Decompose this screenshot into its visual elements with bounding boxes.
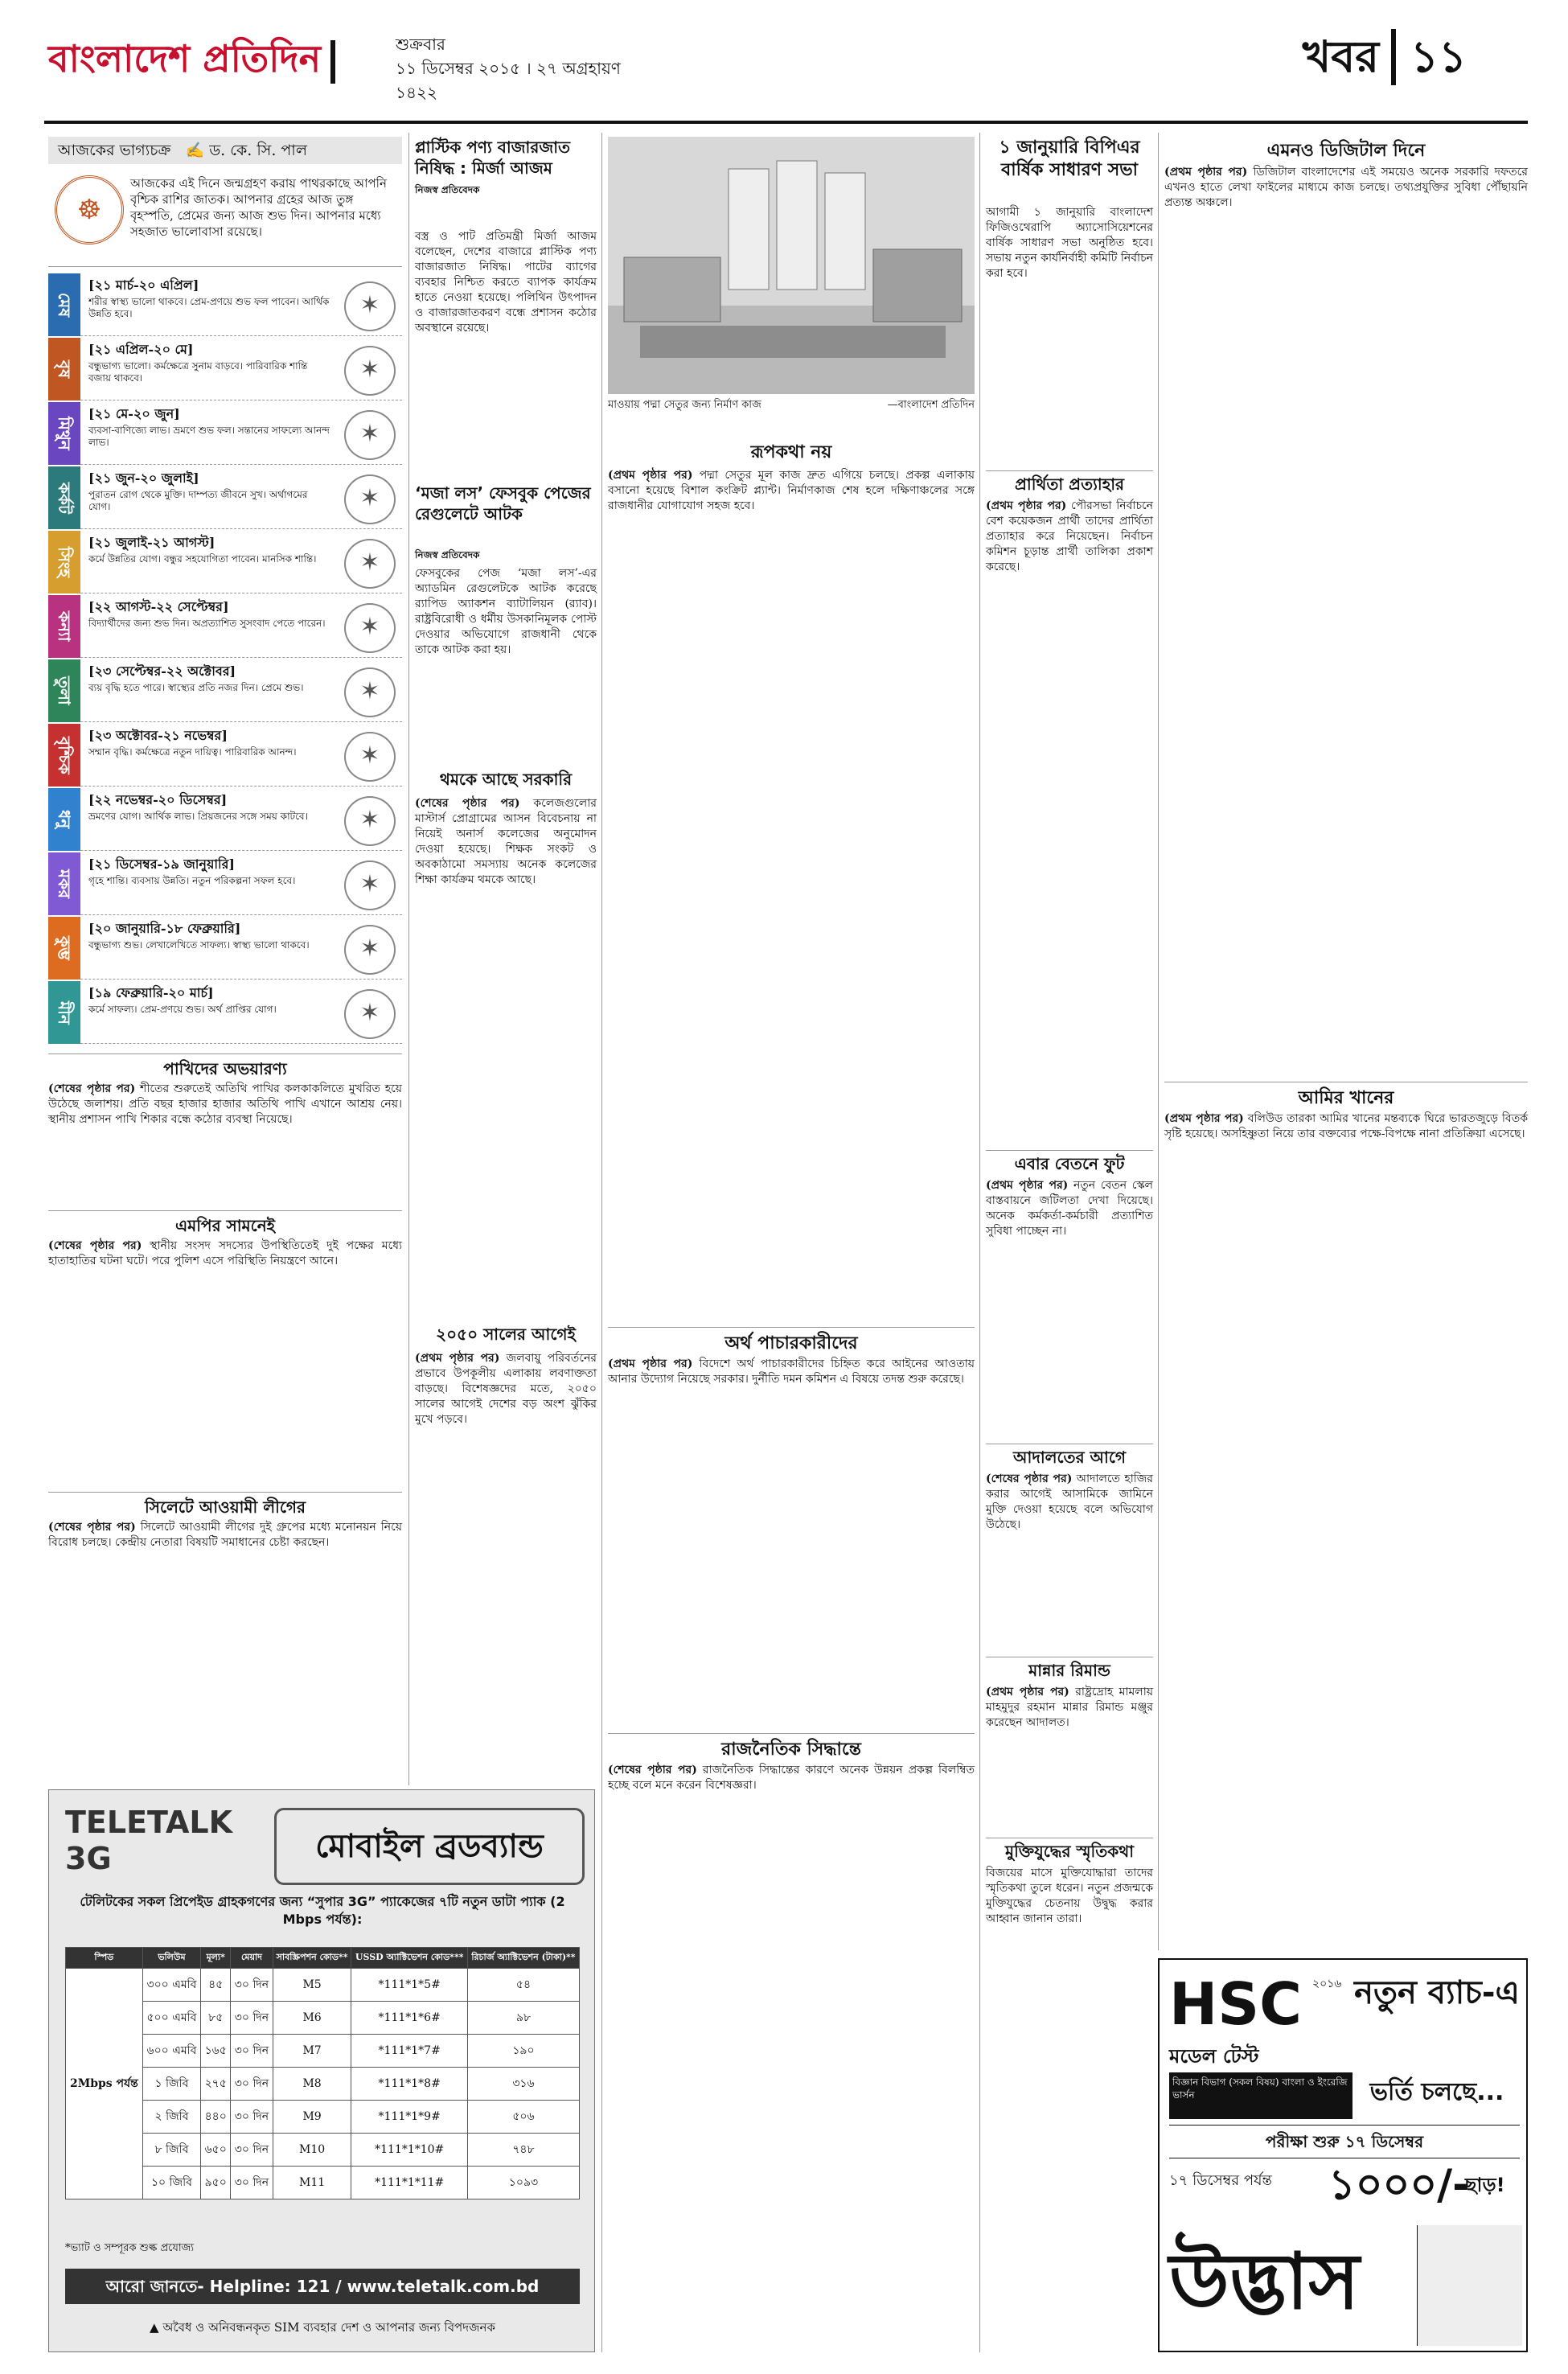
ad-hsc-year: ২০১৬ bbox=[1312, 1978, 1342, 1990]
sign-forecast: ব্যয় বৃদ্ধি হতে পারে। স্বাস্থ্যের প্রতি নজর দিন। প্রেমে শুভ। bbox=[88, 682, 304, 693]
ad-exam-date: পরীক্ষা শুরু ১৭ ডিসেম্বর bbox=[1169, 2125, 1520, 2158]
horoscope-sign bbox=[48, 402, 402, 465]
article-text: শীতের শুরুতেই অতিথি পাখির কলকাকলিতে মুখরিত হয়ে উঠেছে জলাশয়। প্রতি বছর হাজার হাজার অতিথি পাখি এখানে আশ্রয় নেয়। স্থানীয় প্রশাসন পাখি শিকার বন্ধে কঠোর ব্যবস্থা নিয়েছে। bbox=[48, 1082, 403, 1126]
ad-headline: টেলিটকের সকল প্রিপেইড গ্রাহকগণের জন্য “সুপার 3G” প্যাকেজের ৭টি নতুন ডাটা প্যাক (2 Mbps পর্যন্ত): bbox=[80, 1894, 565, 1927]
ad-price: ১০০০/- bbox=[1328, 2161, 1470, 2209]
ad-slogan: মোবাইল ব্রডব্যান্ড bbox=[274, 1808, 585, 1885]
horoscope-intro bbox=[48, 170, 402, 267]
horoscope-sign bbox=[48, 466, 402, 529]
table-cell: ৩০ দিন bbox=[231, 2167, 273, 2199]
table-cell: ৩১৬ bbox=[467, 2068, 579, 2101]
lion-icon: ✶ bbox=[344, 539, 396, 589]
teletalk-brand: TELETALK 3G bbox=[65, 1805, 233, 1876]
archer-icon: ✶ bbox=[344, 796, 396, 846]
scales-icon: ✶ bbox=[344, 667, 396, 717]
table-row bbox=[66, 1969, 580, 2002]
article-text: বলিউড তারকা আমির খানের মন্তব্যকে ঘিরে ভারতজুড়ে বিতর্ক সৃষ্টি হয়েছে। অসহিষ্ণুতা নিয়ে তার বক্তব্যের পক্ষে-বিপক্ষে নানা প্রতিক্রিয়া এসেছে। bbox=[1164, 1112, 1529, 1140]
scorpion-icon: ✶ bbox=[344, 732, 396, 782]
table-cell: *111*1*10# bbox=[351, 2134, 467, 2167]
table-header-row bbox=[66, 1948, 580, 1969]
table-cell: *111*1*11# bbox=[351, 2167, 467, 2199]
sign-name: কর্কট bbox=[48, 466, 80, 529]
logo-divider bbox=[330, 40, 335, 84]
article-body bbox=[986, 1472, 1153, 1649]
data-pack-table bbox=[65, 1947, 580, 2199]
table-cell: ৮ জিবি bbox=[142, 2134, 200, 2167]
zodiac-wheel-icon: ☸ bbox=[55, 175, 124, 244]
table-cell: ৮৫ bbox=[201, 2002, 231, 2035]
sign-name: তুলা bbox=[48, 659, 80, 722]
masthead-rule bbox=[44, 121, 1528, 124]
table-cell: ২৭৫ bbox=[201, 2068, 231, 2101]
horoscope-sign bbox=[48, 788, 402, 851]
date-line: ১১ ডিসেম্বর ২০১৫ । ২৭ অগ্রহায়ণ ১৪২২ bbox=[396, 59, 621, 102]
sign-date-range: [২০ জানুয়ারি-১৮ ফেব্রুয়ারি] bbox=[88, 921, 241, 936]
sign-date-range: [২১ জুন-২০ জুলাই] bbox=[88, 470, 199, 486]
ram-icon: ✶ bbox=[344, 281, 396, 331]
sign-forecast: গৃহে শান্তি। ব্যবসায় উন্নতি। নতুন পরিকল্পনা সফল হবে। bbox=[88, 875, 296, 886]
table-cell: *111*1*9# bbox=[351, 2101, 467, 2134]
article-headline: ‘মজা লস’ ফেসবুক পেজের রেগুলেটে আটক bbox=[415, 483, 591, 524]
article-headline: আমির খানের bbox=[1164, 1082, 1528, 1107]
article-body bbox=[415, 796, 597, 1311]
article-body bbox=[48, 1082, 402, 1206]
table-cell: M7 bbox=[273, 2035, 351, 2068]
column-divider bbox=[601, 133, 602, 2352]
table-header-cell: মূল্য* bbox=[201, 1948, 231, 1969]
ad-groups: বিজ্ঞান বিভাগ (সকল বিষয়) বাংলা ও ইংরেজি ভার্সন bbox=[1169, 2072, 1353, 2119]
photo-caption bbox=[608, 398, 975, 430]
table-cell: M6 bbox=[273, 2002, 351, 2035]
sign-name: কন্যা bbox=[48, 595, 80, 658]
table-header-cell: মেয়াদ bbox=[231, 1948, 273, 1969]
article-body: বস্ত্র ও পাট প্রতিমন্ত্রী মির্জা আজম বলেছেন, দেশের বাজারে প্লাস্টিক পণ্য বাজারজাত নিষিদ্ধ। পাটের ব্যাগের ব্যবহার নিশ্চিত করতে ব্যাপক কার্যক্রম হাতে নেওয়া হয়েছে। পলিথিন উৎপাদন ও বাজারজাতকরণ বন্ধে প্রশাসন কঠোর অবস্থানে রয়েছে। bbox=[415, 230, 597, 335]
sign-forecast: বিদ্যার্থীদের জন্য শুভ দিন। অপ্রত্যাশিত সুসংবাদ পেতে পারেন। bbox=[88, 618, 326, 629]
sign-forecast: বন্ধুভাগ্য শুভ। লেখালেখিতে সাফল্য। স্বাস্থ্য ভালো থাকবে। bbox=[88, 939, 310, 951]
table-header-cell: ভলিউম bbox=[142, 1948, 200, 1969]
horoscope-sign bbox=[48, 273, 402, 336]
table-cell: ৫০০ এমবি bbox=[142, 2002, 200, 2035]
speed-cell: 2Mbps পর্যন্ত bbox=[66, 1969, 143, 2199]
article-headline: প্লাস্টিক পণ্য বাজারজাত নিষিদ্ধ : মির্জা আজম bbox=[415, 138, 571, 178]
ad-helpline[interactable]: আরো জানতে- Helpline: 121 / www.teletalk.com.bd bbox=[65, 2269, 580, 2304]
table-row bbox=[66, 2035, 580, 2068]
ad-warning bbox=[65, 2313, 580, 2342]
article-body bbox=[1164, 1111, 1528, 1948]
table-cell: ৬৫০ bbox=[201, 2134, 231, 2167]
table-cell: ২ জিবি bbox=[142, 2101, 200, 2134]
article-text: রাষ্ট্রদ্রোহ মামলায় মাহমুদুর রহমান মান্নার রিমান্ড মঞ্জুর করেছেন আদালত। bbox=[986, 1686, 1154, 1729]
newspaper-logo bbox=[48, 31, 386, 87]
table-cell: ১ জিবি bbox=[142, 2068, 200, 2101]
article-text: স্থানীয় সংসদ সদস্যের উপস্থিতিতেই দুই পক্ষের মধ্যে হাতাহাতির ঘটনা ঘটে। পরে পুলিশ এসে পরিস্থিতি নিয়ন্ত্রণে আনে। bbox=[48, 1239, 402, 1267]
page-number: ১১ bbox=[1391, 29, 1528, 85]
sign-name: কুম্ভ bbox=[48, 917, 80, 980]
intro-text: আজকের এই দিনে জন্মগ্রহণ করায় পাথরকাছে আপনি বৃশ্চিক রাশির জাতক। আপনার গ্রহের আজ তুঙ্গ বৃহস্পতি, প্রেমের জন্য আজ শুভ দিন। আপনার মধ্যে সহজাত ভালোবাসা রয়েছে। bbox=[130, 176, 387, 239]
article-text: পদ্মা সেতুর মূল কাজ দ্রুত এগিয়ে চলছে। প্রকল্প এলাকায় বসানো হয়েছে বিশাল কংক্রিট প্ল্যান্ট। নির্মাণকাজ শেষ হলে দক্ষিণাঞ্চলের সঙ্গে রাজধানীর যোগাযোগ সহজ হবে। bbox=[608, 469, 975, 512]
udvash-advertisement[interactable] bbox=[1158, 1958, 1528, 2352]
maiden-icon: ✶ bbox=[344, 603, 396, 653]
sign-date-range: [২৩ অক্টোবর-২১ নভেম্বর] bbox=[88, 728, 228, 743]
article-body bbox=[48, 1238, 402, 1488]
article-body bbox=[48, 1520, 402, 1777]
table-row bbox=[66, 2134, 580, 2167]
caption-credit: —বাংলাদেশ প্রতিদিন bbox=[887, 399, 975, 411]
article-body: বিজয়ের মাসে মুক্তিযোদ্ধারা তাদের স্মৃতিকথা তুলে ধরেন। নতুন প্রজন্মকে মুক্তিযুদ্ধের চেতনায় উদ্বুদ্ধ করার আহ্বান জানান তারা। bbox=[986, 1867, 1153, 1925]
article-headline: ১ জানুয়ারি বিপিএর বার্ষিক সাধারণ সভা bbox=[999, 138, 1140, 180]
table-cell: ১৯০ bbox=[467, 2035, 579, 2068]
table-cell: M10 bbox=[273, 2134, 351, 2167]
table-cell: *111*1*6# bbox=[351, 2002, 467, 2035]
sign-date-range: [২২ আগস্ট-২২ সেপ্টেম্বর] bbox=[88, 599, 229, 614]
table-cell: ১৬৫ bbox=[201, 2035, 231, 2068]
article-body bbox=[608, 468, 975, 1320]
article-headline: রাজনৈতিক সিদ্ধান্তে bbox=[608, 1733, 975, 1759]
sign-date-range: [১৯ ফেব্রুয়ারি-২০ মার্চ] bbox=[88, 985, 214, 1000]
sign-forecast: বন্ধুভাগ্য ভালো। কর্মক্ষেত্রে সুনাম বাড়বে। পারিবারিক শান্তি বজায় থাকবে। bbox=[88, 360, 308, 384]
article-headline: রূপকথা নয় bbox=[750, 442, 832, 462]
table-cell: M5 bbox=[273, 1969, 351, 2002]
sign-date-range: [২১ ডিসেম্বর-১৯ জানুয়ারি] bbox=[88, 856, 235, 872]
horoscope-sign bbox=[48, 981, 402, 1044]
table-cell: M8 bbox=[273, 2068, 351, 2101]
table-cell: ৩০ দিন bbox=[231, 2068, 273, 2101]
table-header-cell: USSD অ্যাক্টিভেশন কোড*** bbox=[351, 1948, 467, 1969]
weekday: শুক্রবার bbox=[396, 35, 445, 54]
article-plastic bbox=[415, 137, 597, 225]
article-body bbox=[608, 1357, 975, 1727]
horoscope-sign bbox=[48, 852, 402, 915]
horoscope-sign bbox=[48, 595, 402, 658]
table-cell: ৯৫০ bbox=[201, 2167, 231, 2199]
column-divider bbox=[979, 133, 980, 2352]
sign-date-range: [২২ নভেম্বর-২০ ডিসেম্বর] bbox=[88, 792, 228, 807]
sign-date-range: [২১ এপ্রিল-২০ মে] bbox=[88, 342, 194, 357]
horoscope-sign bbox=[48, 659, 402, 722]
article-byline: নিজস্ব প্রতিবেদক bbox=[415, 184, 480, 195]
sign-name: ধনু bbox=[48, 788, 80, 851]
table-cell: ৪৫ bbox=[201, 1969, 231, 2002]
sign-date-range: [২১ জুলাই-২১ আগস্ট] bbox=[88, 535, 215, 550]
sign-name: মকর bbox=[48, 852, 80, 915]
ad-discount: ছাড়! bbox=[1465, 2174, 1505, 2196]
article-byline: (প্রথম পৃষ্ঠার পর) bbox=[986, 1179, 1069, 1192]
article-body: ফেসবুকের পেজ ‘মজা লস’-এর অ্যাডমিন রেগুলেটকে আটক করেছে র‌্যাপিড অ্যাকশন ব্যাটালিয়ন (র‌্যাব)। রাষ্ট্রবিরোধী ও ধর্মীয় উসকানিমূলক পোস্ট দেওয়ার অভিযোগে রাজধানী থেকে তাকে আটক করা হয়। bbox=[415, 567, 597, 656]
warning-icon: ▲ bbox=[150, 2320, 159, 2335]
sign-forecast: পুরাতন রোগ থেকে মুক্তি। দাম্পত্য জীবনে সুখ। অর্থাগমের যোগ। bbox=[88, 489, 308, 512]
horoscope-header bbox=[48, 137, 402, 164]
sign-name: বৃশ্চিক bbox=[48, 724, 80, 787]
article-headline: আদালতের আগে bbox=[986, 1444, 1153, 1468]
table-cell: ৫০৬ bbox=[467, 2101, 579, 2134]
sign-forecast: কর্মে উন্নতির যোগ। বন্ধুর সহযোগিতা পাবেন। মানসিক শান্তি। bbox=[88, 553, 317, 565]
fish-icon: ✶ bbox=[344, 989, 396, 1039]
table-row bbox=[66, 2167, 580, 2199]
article-byline: (প্রথম পৃষ্ঠার পর) bbox=[608, 1357, 693, 1370]
article-byline: (প্রথম পৃষ্ঠার পর) bbox=[986, 1686, 1069, 1698]
table-header-cell: সাবস্ক্রিপশন কোড** bbox=[273, 1948, 351, 1969]
warning-text: অবৈধ ও অনিবন্ধনকৃত SIM ব্যবহার দেশ ও আপনার জন্য বিপদজনক bbox=[162, 2320, 495, 2335]
article-byline: (শেষের পৃষ্ঠার পর) bbox=[986, 1472, 1073, 1485]
article-body bbox=[415, 1351, 597, 1769]
sign-name: মিথুন bbox=[48, 402, 80, 465]
construction-photo-icon bbox=[608, 137, 975, 394]
article-text: ডিজিটাল বাংলাদেশের এই সময়েও অনেক সরকারি দফতরে এখনও হাতে লেখা ফাইলের মাধ্যমে কাজ চলছে। তথ্যপ্রযুক্তির সুবিধা পৌঁছায়নি প্রত্যন্ত অঞ্চলে। bbox=[1164, 166, 1529, 209]
horoscope-sign bbox=[48, 917, 402, 980]
column-divider bbox=[1158, 133, 1159, 1950]
sign-date-range: [২১ মে-২০ জুন] bbox=[88, 406, 180, 421]
article-text: রাজনৈতিক সিদ্ধান্তের কারণে অনেক উন্নয়ন প্রকল্প বিলম্বিত হচ্ছে বলে মনে করেন বিশেষজ্ঞরা। bbox=[608, 1764, 975, 1792]
article-byline: (শেষের পৃষ্ঠার পর) bbox=[48, 1521, 136, 1534]
table-cell: ১০ জিবি bbox=[142, 2167, 200, 2199]
article-text: আদালতে হাজির করার আগেই আসামিকে জামিনে মুক্তি দেওয়া হয়েছে বলে অভিযোগ উঠেছে। bbox=[986, 1472, 1154, 1531]
ad-admission: ভর্তি চলছে... bbox=[1369, 2078, 1504, 2106]
sign-forecast: ভ্রমণের যোগ। আর্থিক লাভ। প্রিয়জনের সঙ্গে সময় কাটবে। bbox=[88, 811, 308, 822]
article-headline: ২০৫০ সালের আগেই bbox=[436, 1325, 576, 1344]
table-cell: ৩০০ এমবি bbox=[142, 1969, 200, 2002]
table-row bbox=[66, 2002, 580, 2035]
article-headline: এবার বেতনে ফুট bbox=[986, 1150, 1153, 1174]
sign-forecast: শরীর স্বাস্থ্য ভালো থাকবে। প্রেম-প্রণয়ে শুভ ফল পাবেন। আর্থিক উন্নতি হবে। bbox=[88, 296, 330, 319]
table-cell: *111*1*5# bbox=[351, 1969, 467, 2002]
article-byline: (শেষের পৃষ্ঠার পর) bbox=[48, 1082, 136, 1095]
table-cell: ৯৮ bbox=[467, 2002, 579, 2035]
table-cell: ১০৯৩ bbox=[467, 2167, 579, 2199]
article-byline: নিজস্ব প্রতিবেদক bbox=[415, 549, 480, 561]
table-cell: M11 bbox=[273, 2167, 351, 2199]
article-byline: (প্রথম পৃষ্ঠার পর) bbox=[1164, 166, 1248, 179]
sign-name: সিংহ bbox=[48, 531, 80, 594]
padma-bridge-photo bbox=[608, 137, 975, 394]
table-row bbox=[66, 2101, 580, 2134]
article-headline: এমনও ডিজিটাল দিনে bbox=[1266, 141, 1426, 161]
table-cell: *111*1*7# bbox=[351, 2035, 467, 2068]
article-byline: (প্রথম পৃষ্ঠার পর) bbox=[608, 469, 693, 482]
article-facebook bbox=[415, 483, 597, 547]
ad-notes: *ভ্যাট ও সম্পূরক শুল্ক প্রযোজ্য bbox=[65, 2242, 195, 2254]
article-byline: (প্রথম পৃষ্ঠার পর) bbox=[986, 499, 1067, 512]
table-cell: ৩০ দিন bbox=[231, 2134, 273, 2167]
column-divider bbox=[408, 133, 409, 1785]
horoscope-sign bbox=[48, 724, 402, 787]
ad-hsc-title: HSC bbox=[1169, 1970, 1302, 2038]
article-text: কলেজগুলোর মাস্টার্স প্রোগ্রামের আসন বিবেচনায় না নিয়েই অনার্স কলেজের অনুমোদন দেওয়া হয়েছে। শিক্ষক সংকট ও অবকাঠামো সমস্যায় অনেক কলেজের শিক্ষা কার্যক্রম থমকে আছে। bbox=[415, 797, 597, 886]
article-headline: থমকে আছে সরকারি bbox=[439, 770, 573, 789]
table-cell: ৩০ দিন bbox=[231, 2101, 273, 2134]
ad-offer: ১৭ ডিসেম্বর পর্যন্ত bbox=[1169, 2172, 1272, 2189]
article-headline: মুক্তিযুদ্ধের স্মৃতিকথা bbox=[986, 1838, 1153, 1862]
issue-date bbox=[396, 32, 653, 102]
article-text: বিদেশে অর্থ পাচারকারীদের চিহ্নিত করে আইনের আওতায় আনার উদ্যোগ নিয়েছে সরকার। দুর্নীতি দমন কমিশন এ বিষয়ে তদন্ত শুরু করেছে। bbox=[608, 1357, 975, 1386]
article-text: নতুন বেতন স্কেল বাস্তবায়নে জটিলতা দেখা দিয়েছে। অনেক কর্মকর্তা-কর্মচারী প্রত্যাশিত সুবিধা পাচ্ছেন না। bbox=[986, 1179, 1153, 1238]
article-byline: (শেষের পৃষ্ঠার পর) bbox=[608, 1764, 697, 1776]
teletalk-advertisement[interactable] bbox=[48, 1789, 595, 2352]
article-body bbox=[1164, 165, 1528, 1074]
crab-icon: ✶ bbox=[344, 474, 396, 524]
water-bearer-icon: ✶ bbox=[344, 925, 396, 975]
article-byline: (শেষের পৃষ্ঠার পর) bbox=[415, 797, 520, 810]
horoscope-sign bbox=[48, 531, 402, 594]
table-header-cell: স্পিড bbox=[66, 1948, 143, 1969]
article-body bbox=[986, 1178, 1153, 1435]
table-cell: M9 bbox=[273, 2101, 351, 2134]
sign-date-range: [২১ মার্চ-২০ এপ্রিল] bbox=[88, 277, 199, 293]
article-text: পৌরসভা নির্বাচনে বেশ কয়েকজন প্রার্থী তাদের প্রার্থিতা প্রত্যাহার করে নিয়েছেন। নির্বাচন কমিশন চূড়ান্ত প্রার্থী তালিকা প্রকাশ করেছে। bbox=[986, 499, 1154, 573]
udvash-logo: উদ্ভাস bbox=[1169, 2236, 1360, 2327]
ad-new-batch: নতুন ব্যাচ-এ bbox=[1354, 1974, 1520, 2011]
table-cell: ৬০০ এমবি bbox=[142, 2035, 200, 2068]
article-headline: মান্নার রিমান্ড bbox=[986, 1657, 1153, 1681]
sign-forecast: ব্যবসা-বাণিজ্যে লাভ। ভ্রমণে শুভ ফল। সন্তানের সাফল্যে আনন্দ লাভ। bbox=[88, 425, 330, 448]
table-header-cell: রিচার্জ অ্যাক্টিভেশন (টাকা)** bbox=[467, 1948, 579, 1969]
table-cell: ৩০ দিন bbox=[231, 1969, 273, 2002]
horoscope-byline: ড. কে. সি. পাল bbox=[209, 142, 307, 159]
article-body bbox=[986, 499, 1153, 1142]
article-byline: (প্রথম পৃষ্ঠার পর) bbox=[415, 1352, 500, 1365]
ad-subtitle: মডেল টেস্ট bbox=[1169, 2045, 1259, 2068]
table-cell: ৩০ দিন bbox=[231, 2002, 273, 2035]
article-headline: পাখিদের অভয়ারণ্য bbox=[48, 1054, 402, 1078]
logo-text: বাংলাদেশ প্রতিদিন bbox=[48, 37, 322, 80]
article-text: জলবায়ু পরিবর্তনের প্রভাবে উপকূলীয় এলাকায় লবণাক্ততা বাড়ছে। বিশেষজ্ঞদের মতে, ২০৫০ সালের আগেই দেশের বড় অংশ ঝুঁকির মুখে পড়বে। bbox=[415, 1352, 597, 1426]
article-byline: (প্রথম পৃষ্ঠার পর) bbox=[1164, 1112, 1244, 1125]
article-headline: অর্থ পাচারকারীদের bbox=[608, 1327, 975, 1353]
article-headline: সিলেটে আওয়ামী লীগের bbox=[48, 1492, 402, 1516]
sign-name: বৃষ bbox=[48, 338, 80, 400]
table-cell: *111*1*8# bbox=[351, 2068, 467, 2101]
article-body: আগামী ১ জানুয়ারি বাংলাদেশ ফিজিওথেরাপি অ্যাসোসিয়েশনের বার্ষিক সাধারণ সভা অনুষ্ঠিত হবে। সভায় নতুন কার্যনির্বাহী কমিটি নির্বাচন করা হবে। bbox=[986, 206, 1153, 280]
sign-name: মীন bbox=[48, 981, 80, 1044]
article-body bbox=[986, 1685, 1153, 1830]
horoscope-sign bbox=[48, 338, 402, 400]
table-cell: ৪৪০ bbox=[201, 2101, 231, 2134]
table-cell: ৭৪৮ bbox=[467, 2134, 579, 2167]
article-headline: প্রার্থিতা প্রত্যাহার bbox=[986, 470, 1153, 495]
article-byline: (শেষের পৃষ্ঠার পর) bbox=[48, 1239, 142, 1252]
sign-date-range: [২৩ সেপ্টেম্বর-২২ অক্টোবর] bbox=[88, 663, 236, 679]
branch-list bbox=[1417, 2225, 1522, 2346]
table-cell: ৫৪ bbox=[467, 1969, 579, 2002]
pen-icon: ✍ bbox=[185, 142, 205, 159]
horoscope-title: আজকের ভাগ্যচক্র bbox=[58, 142, 171, 159]
article-headline: এমপির সামনেই bbox=[48, 1210, 402, 1234]
twins-icon: ✶ bbox=[344, 410, 396, 460]
article-body bbox=[608, 1763, 975, 2350]
goat-icon: ✶ bbox=[344, 860, 396, 910]
sign-name: মেষ bbox=[48, 273, 80, 336]
sign-forecast: কর্মে সাফল্য। প্রেম-প্রণয়ে শুভ। অর্থ প্রাপ্তির যোগ। bbox=[88, 1004, 277, 1015]
section-title: খবর bbox=[1302, 31, 1379, 82]
sign-forecast: সম্মান বৃদ্ধি। কর্মক্ষেত্রে নতুন দায়িত্ব। পারিবারিক আনন্দ। bbox=[88, 746, 297, 758]
article-text: সিলেটে আওয়ামী লীগের দুই গ্রুপের মধ্যে মনোনয়ন নিয়ে বিরোধ চলছে। কেন্দ্রীয় নেতারা বিষয়টি সমাধানের চেষ্টা করছেন। bbox=[48, 1521, 402, 1549]
table-cell: ৩০ দিন bbox=[231, 2035, 273, 2068]
table-row bbox=[66, 2068, 580, 2101]
bull-icon: ✶ bbox=[344, 346, 396, 396]
caption-text: মাওয়ায় পদ্মা সেতুর জন্য নির্মাণ কাজ bbox=[608, 399, 761, 411]
